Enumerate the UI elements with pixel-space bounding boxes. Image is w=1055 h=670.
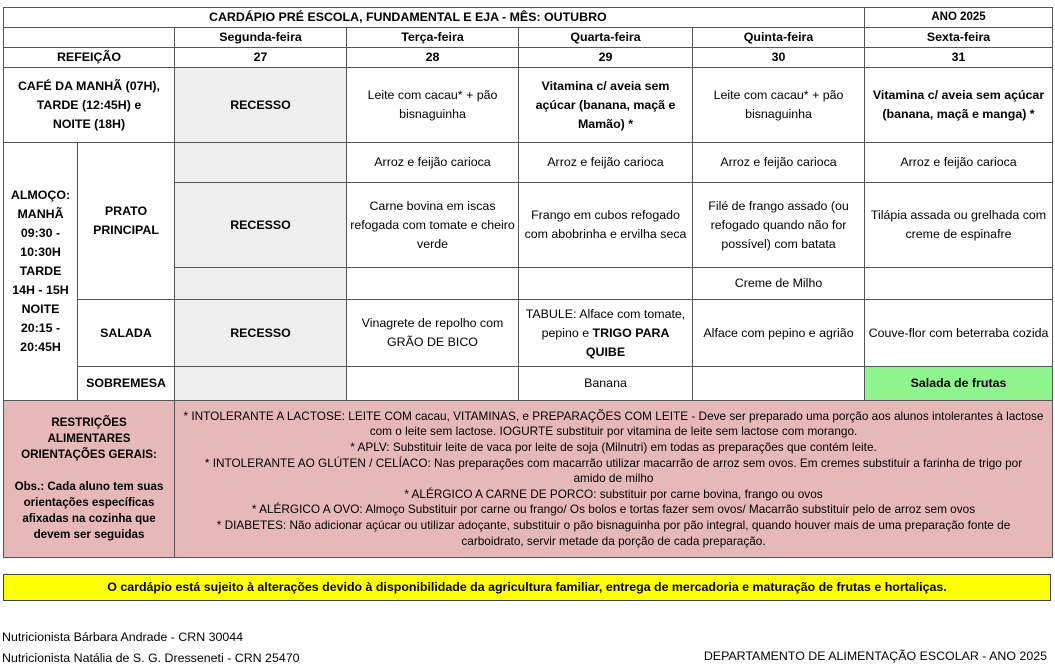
base-tue: Arroz e feijão carioca (347, 143, 519, 183)
dessert-tue (347, 367, 519, 401)
base-thu: Arroz e feijão carioca (693, 143, 865, 183)
extra-wed (519, 268, 693, 300)
main-fri: Tilápia assada ou grelhada com creme de espinafre (865, 183, 1053, 268)
main-tue: Carne bovina em iscas refogada com tomate e cheiro verde (347, 183, 519, 268)
extra-fri (865, 268, 1053, 300)
availability-notice: O cardápio está sujeito à alterações devido à disponibilidade da agricultura familiar, entrega de mercadoria e maturação de frutas e hortaliças. (3, 574, 1051, 601)
day-name-thu: Quinta-feira (693, 28, 865, 48)
day-name-tue: Terça-feira (347, 28, 519, 48)
prato-principal-label: PRATO PRINCIPAL (78, 143, 175, 300)
lunch-label: ALMOÇO: MANHÃ 09:30 - 10:30H TARDE 14H - 15H NOITE 20:15 - 20:45H (4, 143, 78, 401)
restrictions-label: RESTRIÇÕES ALIMENTARES ORIENTAÇÕES GERAIS: Obs.: Cada aluno tem suas orientações específicas afixadas na cozinha que devem ser seguidas (4, 401, 175, 558)
page-title: CARDÁPIO PRÉ ESCOLA, FUNDAMENTAL E EJA - MÊS: OUTUBRO (4, 8, 865, 28)
nutritionist-2: Nutricionista Natália de S. G. Dresseneti - CRN 25470 (2, 651, 300, 665)
day-name-mon: Segunda-feira (175, 28, 347, 48)
menu-table (3, 7, 1053, 558)
base-fri: Arroz e feijão carioca (865, 143, 1053, 183)
sobremesa-label: SOBREMESA (78, 367, 175, 401)
breakfast-thu: Leite com cacau* + pão bisnaguinha (693, 68, 865, 143)
day-date-mon: 27 (175, 48, 347, 68)
breakfast-mon: RECESSO (175, 68, 347, 143)
day-date-wed: 29 (519, 48, 693, 68)
refeicao-header: REFEIÇÃO (4, 48, 175, 68)
salad-fri: Couve-flor com beterraba cozida (865, 300, 1053, 367)
nutritionist-1: Nutricionista Bárbara Andrade - CRN 30044 (2, 630, 244, 644)
day-date-tue: 28 (347, 48, 519, 68)
main-wed: Frango em cubos refogado com abobrinha e ervilha seca (519, 183, 693, 268)
extra-thu: Creme de Milho (693, 268, 865, 300)
breakfast-wed: Vitamina c/ aveia sem açúcar (banana, maçã e Mamão) * (519, 68, 693, 143)
day-name-fri: Sexta-feira (865, 28, 1053, 48)
corner-cell (4, 28, 175, 48)
day-date-fri: 31 (865, 48, 1053, 68)
day-name-wed: Quarta-feira (519, 28, 693, 48)
salad-mon: RECESSO (175, 300, 347, 367)
salada-label: SALADA (78, 300, 175, 367)
dessert-thu (693, 367, 865, 401)
year-label: ANO 2025 (865, 8, 1053, 28)
breakfast-label: CAFÉ DA MANHÃ (07H), TARDE (12:45H) e NOITE (18H) (4, 68, 175, 143)
salad-thu: Alface com pepino e agrião (693, 300, 865, 367)
extra-tue (347, 268, 519, 300)
restrictions-text: * INTOLERANTE A LACTOSE: LEITE COM cacau, VITAMINAS, e PREPARAÇÕES COM LEITE - Deve ser preparado uma porção aos alunos intolerantes à lactose com o leite sem lactose. IOGURTE substituir por vitamina de leite sem lactose com morango. * APLV: Substituir leite de vaca por leite de soja (Milnutri) em todas as preparações que contém leite. * INTOLERANTE AO GLÚTEN / CELÍACO: Nas preparações com macarrão utilizar macarrão de arroz sem ovos. Em cremes substituir a farinha de trigo por amido de milho * ALÉRGICO A CARNE DE PORCO: substituir por carne bovina, frango ou ovos * ALÉRGICO A OVO: Almoço Substituir por carne ou frango/ Os bolos e tortas fazer sem ovos/ Macarrão substituir pelo de arroz sem ovos * DIABETES: Não adicionar açúcar ou utilizar adoçante, substituir o pão bisnaguinha por pão integral, quando houver mais de uma preparação fonte de carboidrato, servir metade da porção de cada preparação. (175, 401, 1053, 558)
main-mon: RECESSO (175, 183, 347, 268)
dessert-mon (175, 367, 347, 401)
extra-mon (175, 268, 347, 300)
base-wed: Arroz e feijão carioca (519, 143, 693, 183)
main-thu: Filé de frango assado (ou refogado quando não for possível) com batata (693, 183, 865, 268)
salad-wed: TABULE: Alface com tomate, pepino e TRIGO PARA QUIBE (519, 300, 693, 367)
breakfast-tue: Leite com cacau* + pão bisnaguinha (347, 68, 519, 143)
day-date-thu: 30 (693, 48, 865, 68)
dessert-wed: Banana (519, 367, 693, 401)
department-label: DEPARTAMENTO DE ALIMENTAÇÃO ESCOLAR - ANO 2025 (703, 649, 1047, 663)
base-mon (175, 143, 347, 183)
dessert-fri: Salada de frutas (865, 367, 1053, 401)
salad-tue: Vinagrete de repolho com GRÃO DE BICO (347, 300, 519, 367)
breakfast-fri: Vitamina c/ aveia sem açúcar (banana, maçã e manga) * (865, 68, 1053, 143)
